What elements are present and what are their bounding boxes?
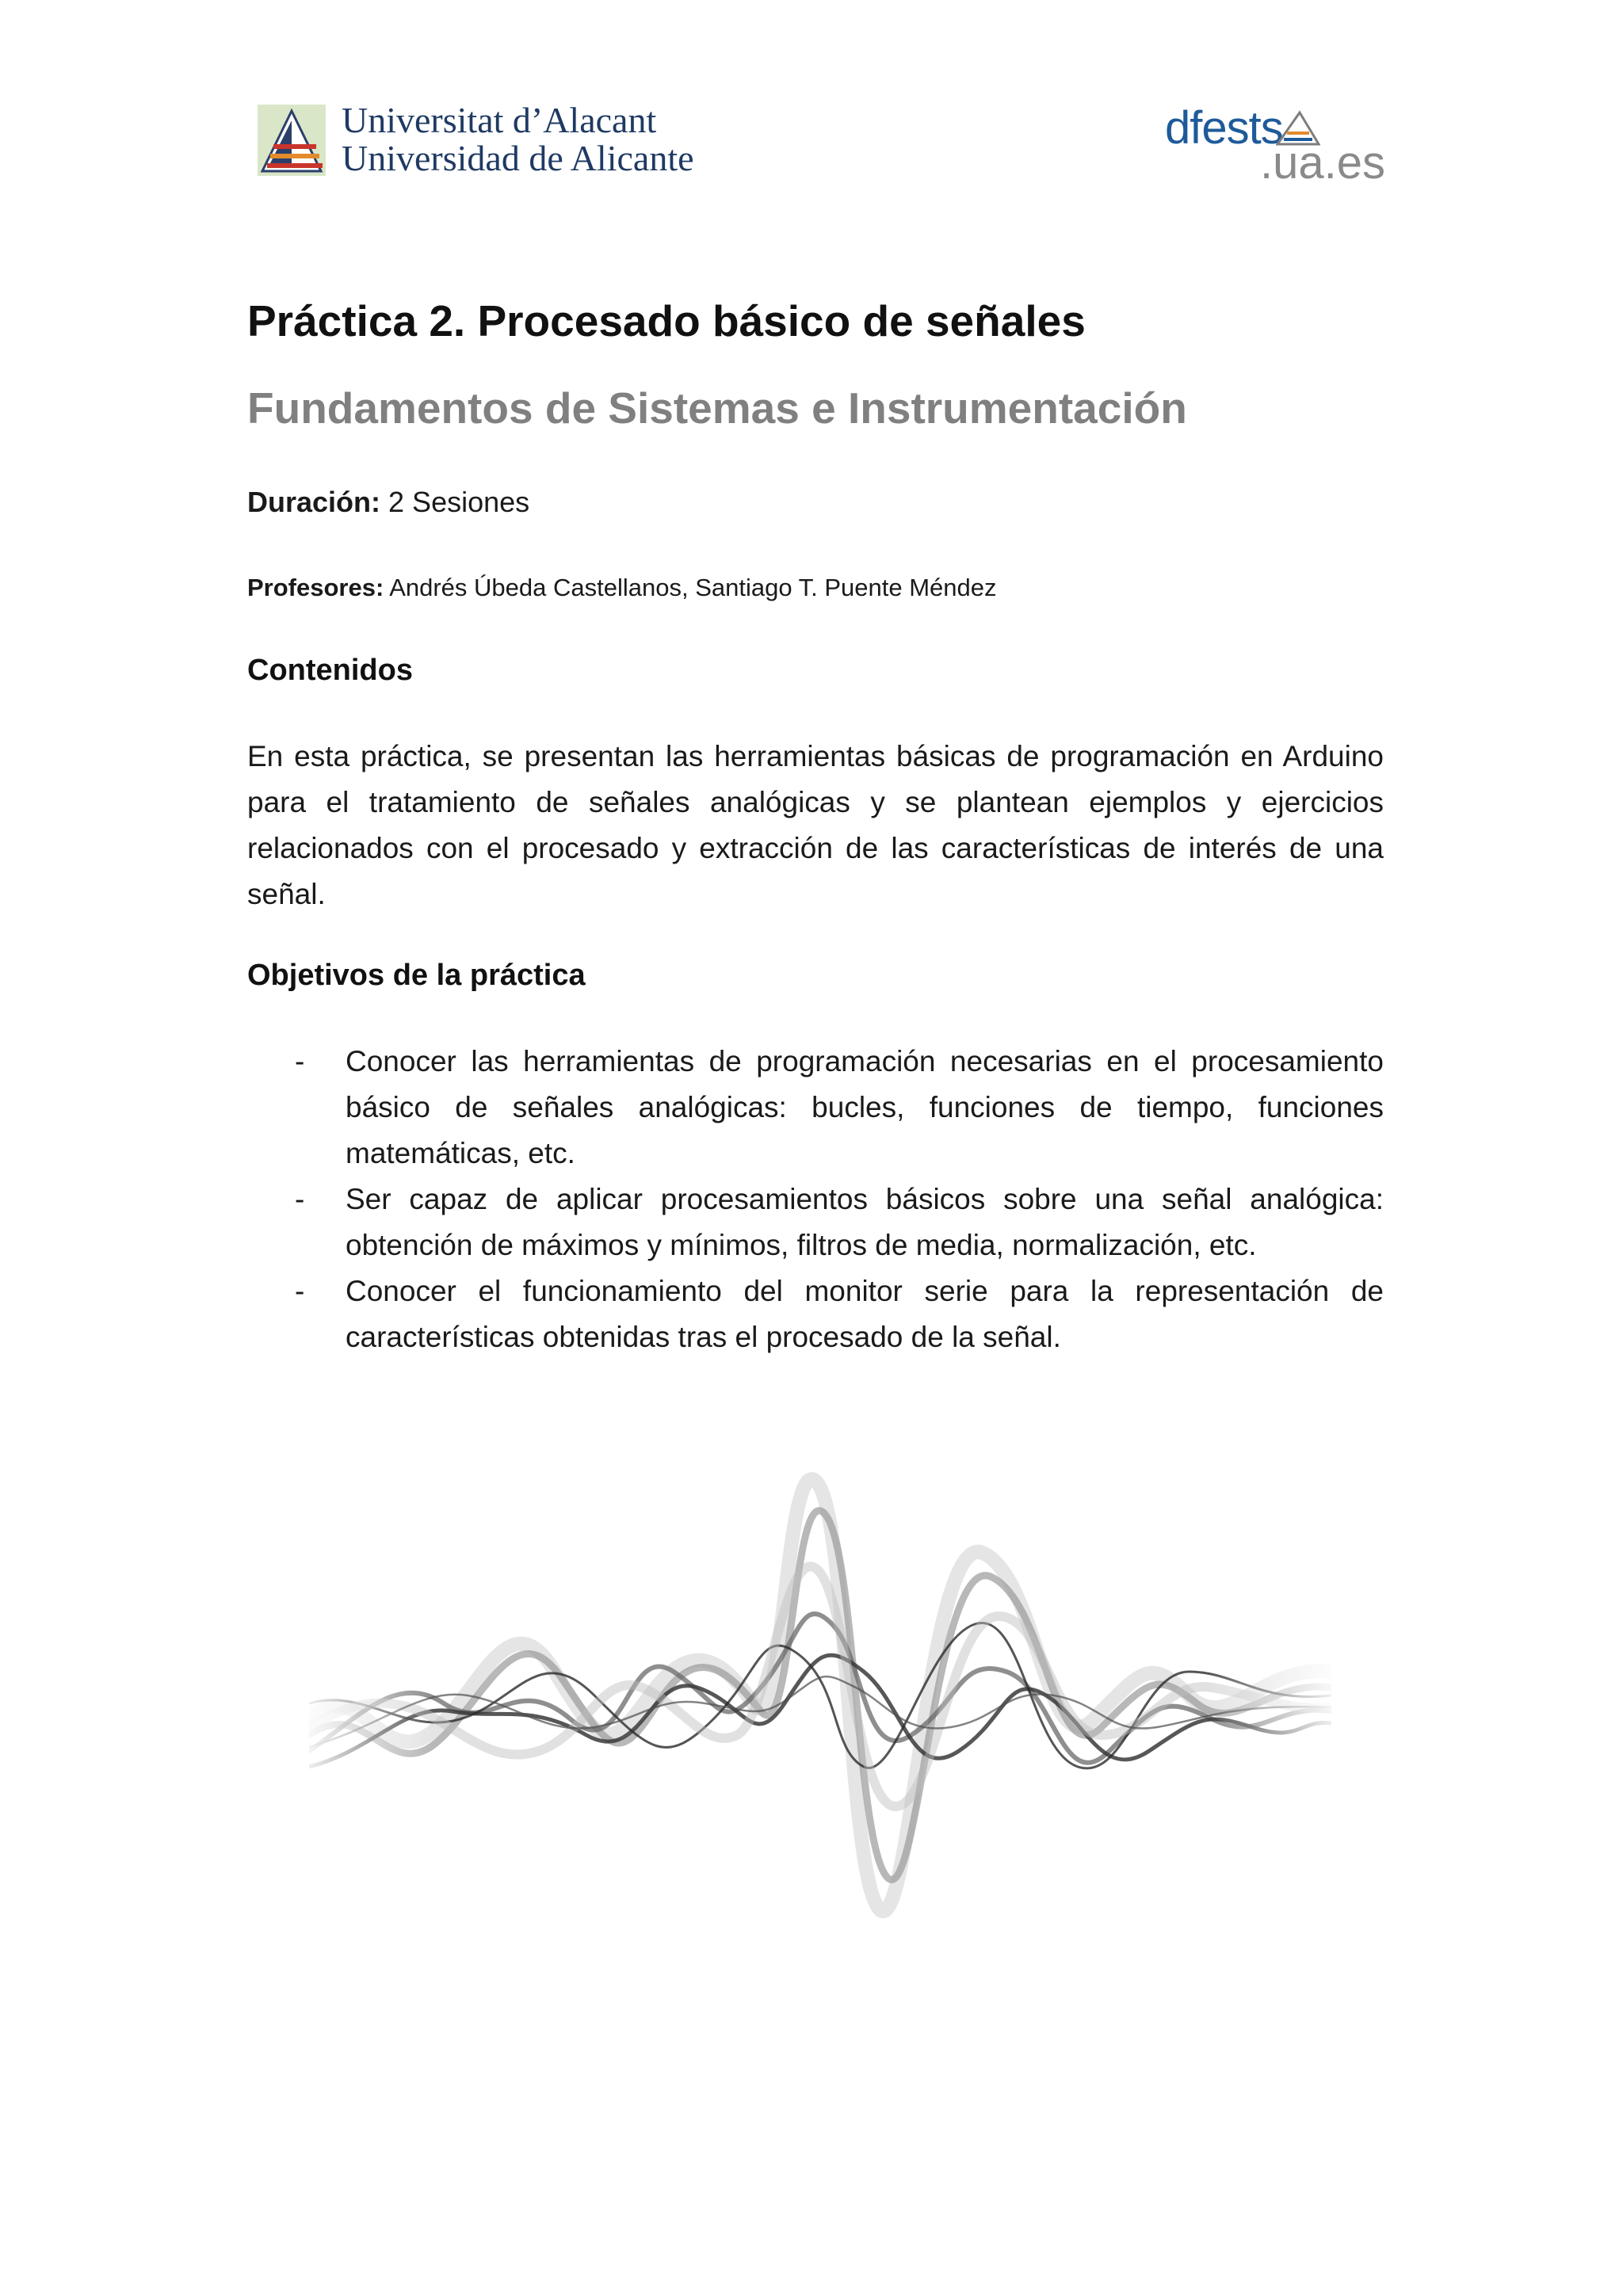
contents-paragraph: En esta práctica, se presentan las herramientas básicas de programación en Arduino para el tratamiento de señales analógicas y se plantean ejemplos y ejercicios relacionados con el procesado y extracción de las características de interés de una señal.	[247, 740, 1384, 910]
university-name-line-1: Universitat d’Alacant	[342, 100, 657, 140]
objectives-list	[247, 1039, 1384, 1360]
professors-value: Andrés Úbeda Castellanos, Santiago T. Puente Méndez	[389, 574, 997, 601]
dfests-logo-main: dfests	[1165, 102, 1283, 154]
professors-line	[247, 572, 1384, 604]
list-item-text: Conocer las herramientas de programación necesarias en el procesamiento básico de señales analógicas: bucles, funciones de tiempo, funciones matemáticas, etc.	[346, 1045, 1384, 1169]
duration-line	[247, 485, 1384, 520]
ua-pyramid-logo-icon	[258, 105, 326, 176]
signal-waves-illustration	[309, 1434, 1331, 1941]
list-item-text: Conocer el funcionamiento del monitor serie para la representación de características obtenidas tras el procesado de la señal.	[346, 1275, 1384, 1353]
dfests-logo	[1165, 103, 1395, 190]
document-title: Práctica 2. Procesado básico de señales	[247, 296, 1086, 345]
dfests-logo-sub: .ua.es	[1260, 137, 1385, 189]
university-name-line-2: Universidad de Alicante	[342, 138, 694, 178]
list-item-text: Ser capaz de aplicar procesamientos básicos sobre una señal analógica: obtención de máximos y mínimos, filtros de media, normalización, etc.	[346, 1183, 1384, 1261]
document-subtitle: Fundamentos de Sistemas e Instrumentación	[247, 383, 1187, 433]
duration-label: Duración:	[247, 486, 381, 518]
university-logo	[258, 100, 694, 189]
professors-label: Profesores:	[247, 574, 384, 601]
list-item	[247, 1039, 1384, 1177]
university-name	[342, 101, 694, 177]
contents-heading: Contenidos	[247, 654, 413, 687]
list-bullet: -	[295, 1275, 305, 1307]
list-bullet: -	[295, 1045, 305, 1077]
list-item	[247, 1268, 1384, 1360]
list-item	[247, 1177, 1384, 1268]
list-bullet: -	[295, 1183, 305, 1215]
objectives-heading: Objetivos de la práctica	[247, 959, 586, 992]
duration-value: 2 Sesiones	[388, 486, 530, 518]
